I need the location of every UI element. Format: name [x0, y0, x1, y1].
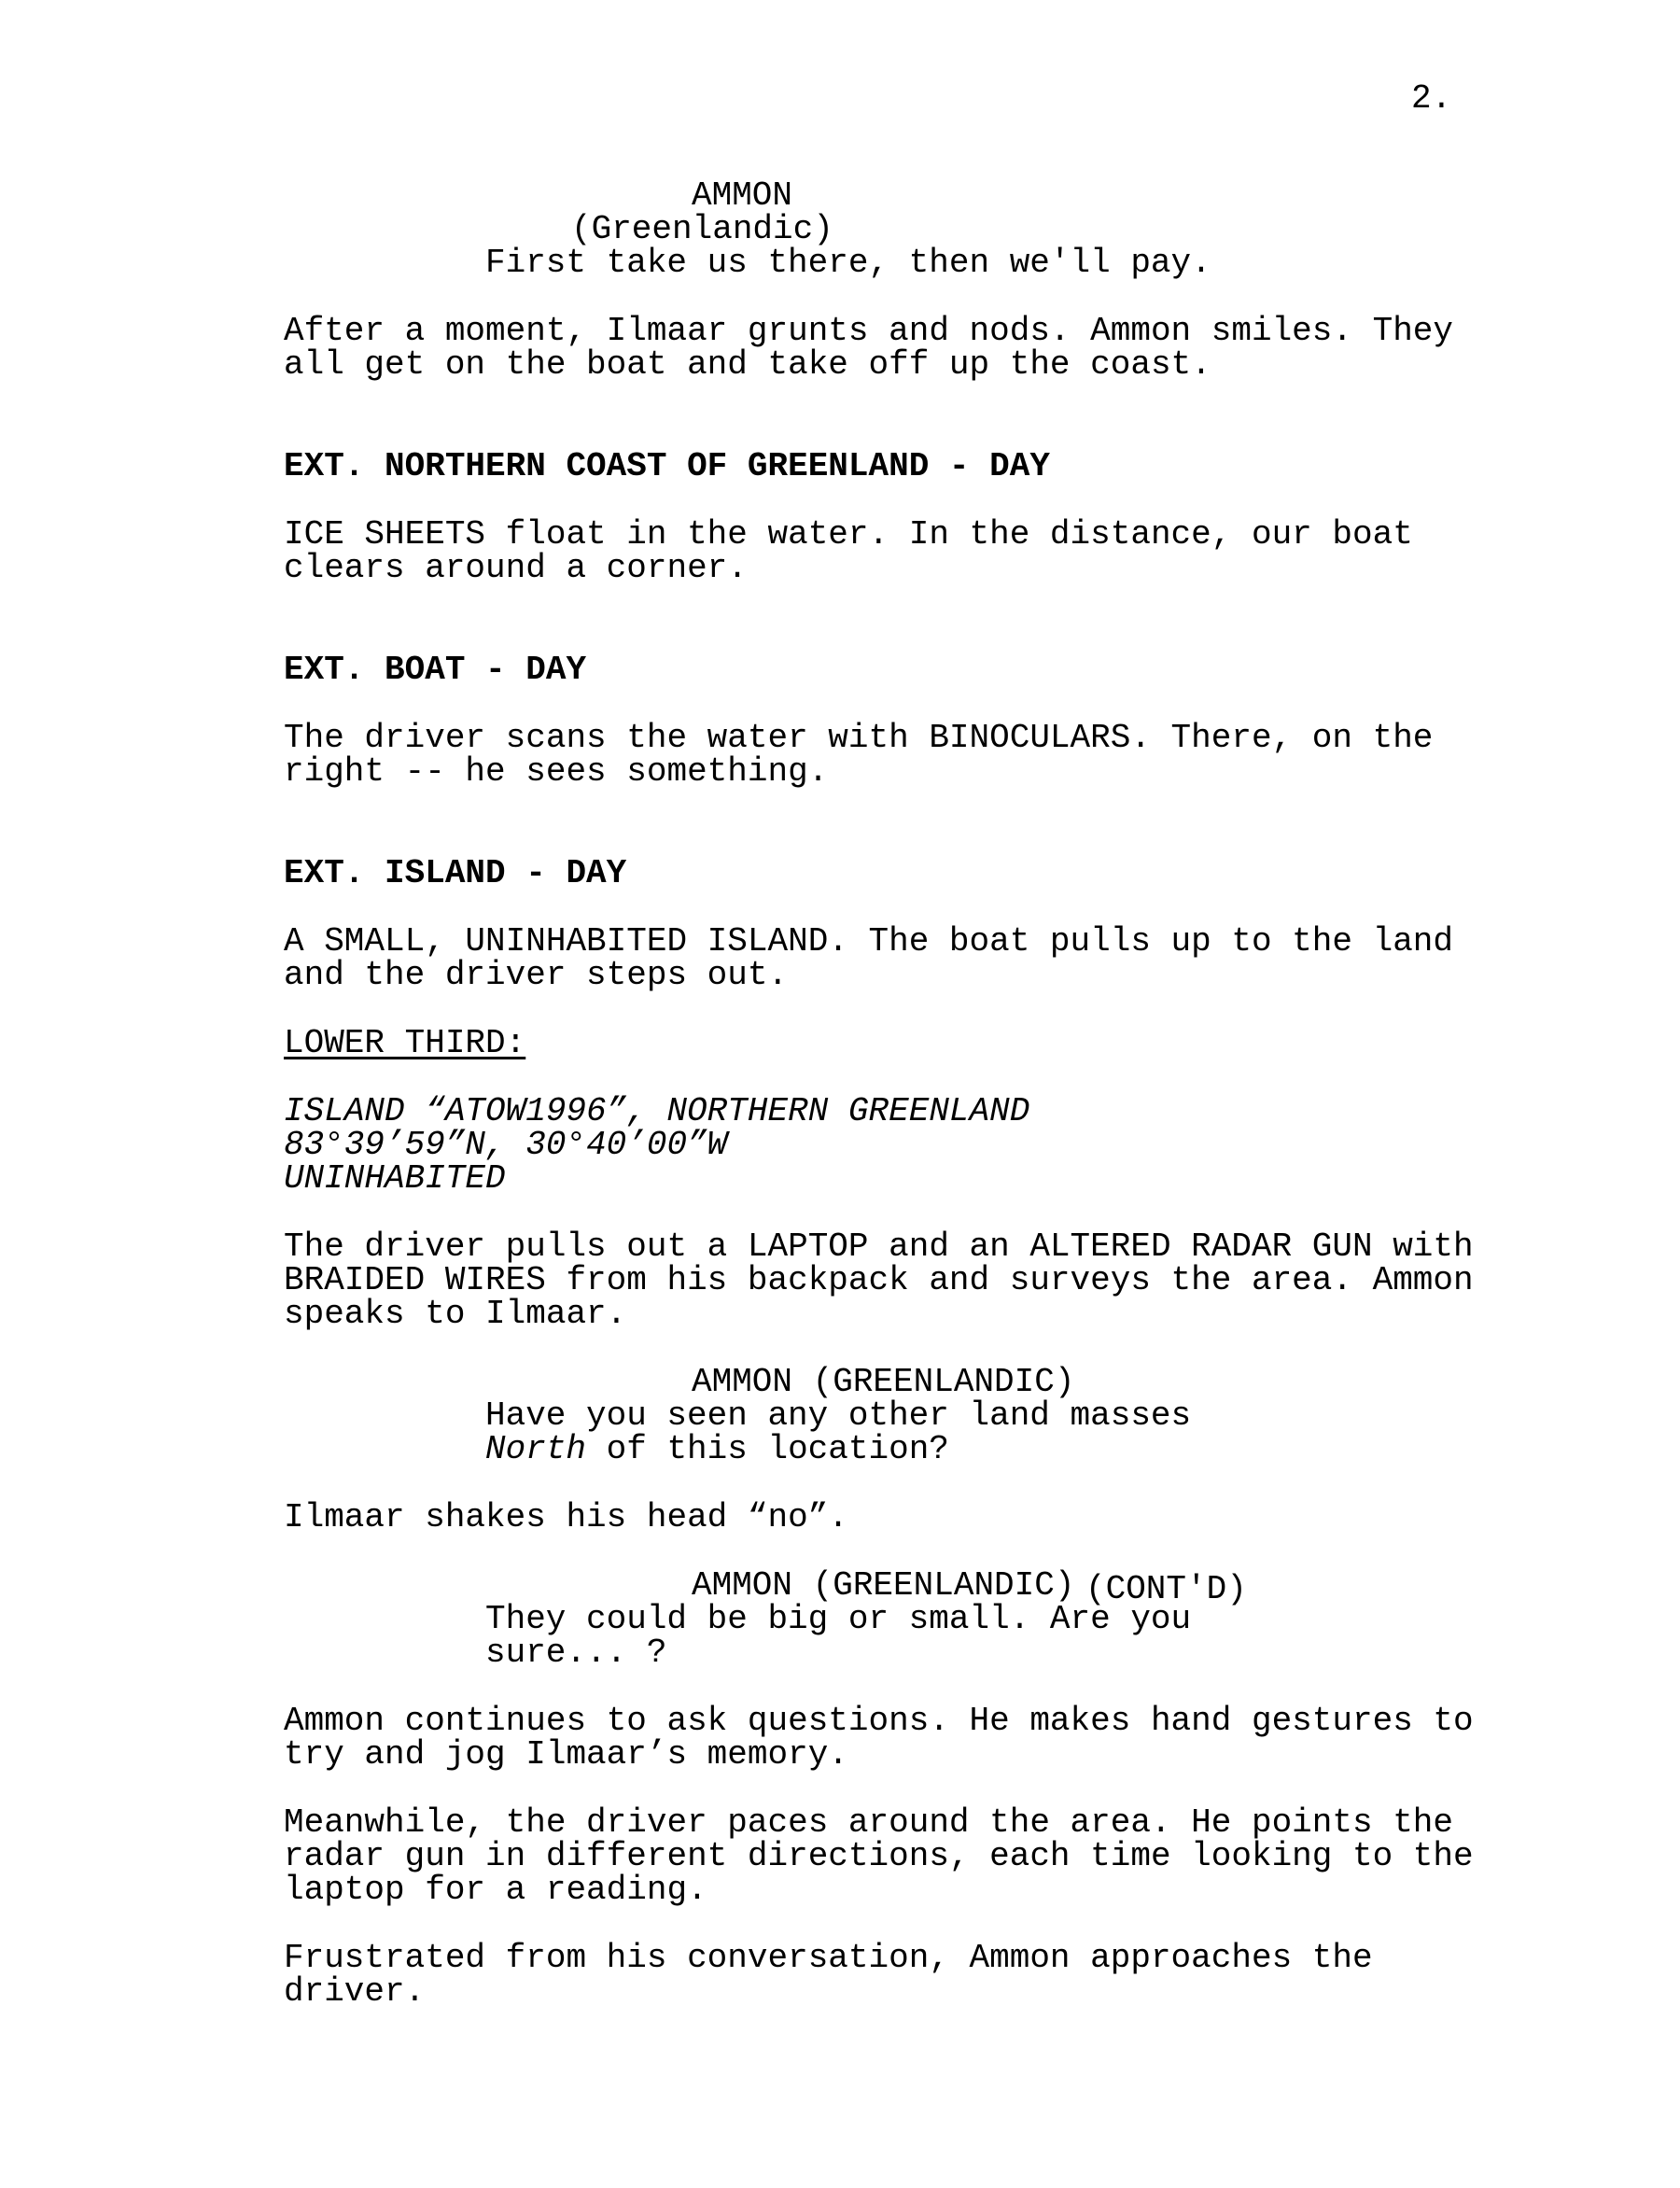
parenthetical: (Greenlandic) [571, 210, 833, 248]
character-name: AMMON [692, 176, 793, 215]
action-line: BRAIDED WIRES from his backpack and surveys the area. Ammon [284, 1261, 1474, 1299]
action-line: try and jog Ilmaar’s memory. [284, 1735, 848, 1774]
dialogue-emphasis: North [485, 1430, 587, 1468]
dialogue-line: Have you seen any other land masses [485, 1396, 1192, 1435]
lower-third-label: LOWER THIRD: [284, 1024, 526, 1062]
character-name: AMMON (GREENLANDIC) [692, 1363, 1075, 1401]
action-line: The driver scans the water with BINOCULARS. There, on the [284, 719, 1434, 757]
scene-heading: EXT. NORTHERN COAST OF GREENLAND - DAY [284, 447, 1050, 485]
page-number: 2. [1411, 79, 1452, 118]
dialogue-line: First take us there, then we'll pay. [485, 244, 1211, 282]
scene-heading: EXT. BOAT - DAY [284, 651, 587, 689]
character-name: AMMON (GREENLANDIC) [692, 1566, 1075, 1605]
action-line: Meanwhile, the driver paces around the area. He points the [284, 1803, 1454, 1842]
contd-marker: (CONT'D) [1085, 1570, 1247, 1608]
action-line: speaks to Ilmaar. [284, 1295, 627, 1333]
dialogue-line [485, 1430, 949, 1468]
dialogue-text: of this location? [586, 1430, 949, 1468]
action-line: right -- he sees something. [284, 752, 829, 791]
lower-third-line: ISLAND “ATOW1996”, NORTHERN GREENLAND [284, 1092, 1030, 1130]
scene-heading: EXT. ISLAND - DAY [284, 854, 627, 892]
action-line: Frustrated from his conversation, Ammon approaches the [284, 1939, 1373, 1977]
action-line: After a moment, Ilmaar grunts and nods. Ammon smiles. They [284, 312, 1454, 350]
action-line: A SMALL, UNINHABITED ISLAND. The boat pulls up to the land [284, 922, 1454, 961]
dialogue-line: sure... ? [485, 1634, 667, 1672]
lower-third-line: 83°39’59”N, 30°40’00”W [284, 1126, 728, 1164]
dialogue-line: They could be big or small. Are you [485, 1600, 1192, 1638]
action-line: ICE SHEETS float in the water. In the distance, our boat [284, 515, 1413, 554]
lower-third-line: UNINHABITED [284, 1159, 506, 1198]
action-line: clears around a corner. [284, 549, 748, 587]
action-line: laptop for a reading. [284, 1871, 707, 1909]
action-line: Ammon continues to ask questions. He makes hand gestures to [284, 1702, 1474, 1740]
action-line: driver. [284, 1972, 426, 2011]
action-line: radar gun in different directions, each time looking to the [284, 1837, 1474, 1875]
action-line: and the driver steps out. [284, 956, 789, 994]
action-line: Ilmaar shakes his head “no”. [284, 1498, 848, 1536]
action-line: The driver pulls out a LAPTOP and an ALTERED RADAR GUN with [284, 1227, 1474, 1266]
action-line: all get on the boat and take off up the coast. [284, 345, 1211, 384]
